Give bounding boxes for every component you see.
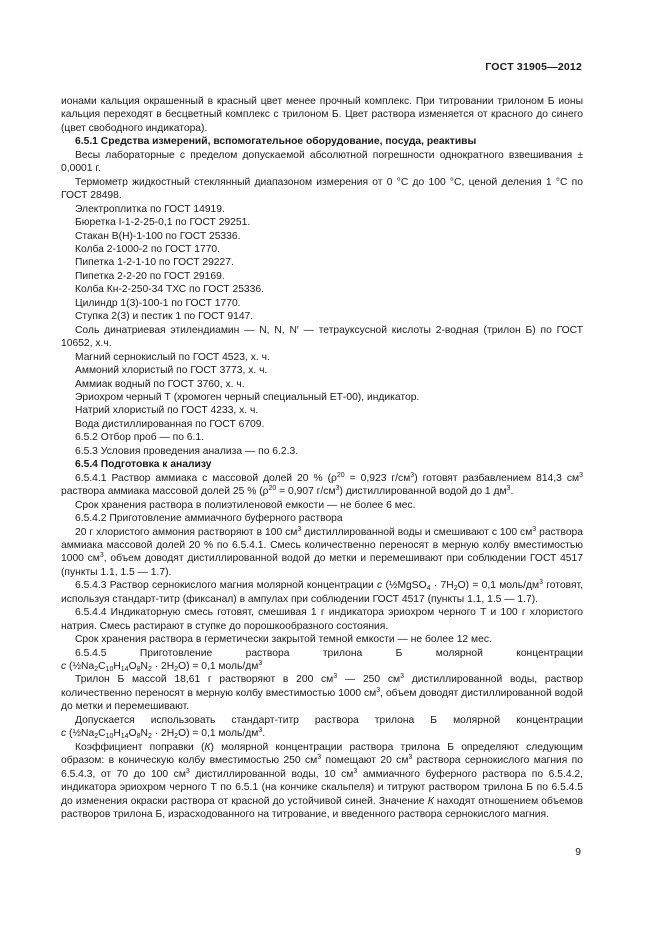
paragraph: 6.5.4.4 Индикаторную смесь готовят, смешивая 1 г индикатора эриохром черного Т и 100 г хлористого натрия. Смесь растирают в ступке до порошкообразного состояния.: [61, 607, 583, 632]
paragraph: с $(\frac{1}{2}Na_2C_{10}H_{14}O_8N_2 \cdot 2H_2O) = 0,1$ моль/$дм^3$.: [61, 727, 266, 741]
paragraph: Соль динатриевая этилендиамин — N, N, N′ — тетрауксусной кислоты 2-водная (трилон Б) по ГОСТ 10652, х.ч.: [61, 324, 583, 350]
paragraph: Коэффициент поправки (К) молярной концентрации раствора трилона Б определяют следующим образом: в коническую колбу вместимостью 250 $см^3$ помещают 20 $см^3$ раствора сернокислого магния по 6.5.4.3, от 70 до 100 $см^3$ дистиллированной воды, 10 $см^3$ аммиачного буферного раствора по 6.5.4.2, индикатора эриохром черного Т по 6.5.1 (на кончике скальпеля) и титруют раствором трилона Б по 6.5.4.5 до изменения окраски раствора от красной до устойчивой синей. Значение К находят отношением объемов растворов трилона Б, израсходованного на титрование, и введенного раствора сернокислого магния.: [61, 741, 584, 821]
paragraph: ионами кальция окрашенный в красный цвет менее прочный комплекс. При титровании трилоном Б ионы кальция переходят в бесцветный комплекс с трилоном Б. Цвет раствора изменяется от красного до синего (цвет свободного индикатора).: [61, 96, 583, 134]
paragraph: Трилон Б массой 18,61 г растворяют в 200 $см^3$ — 250 $см^3$ дистиллированной воды, раствор количественно переносят в мерную колбу вместимостью 1000 $см^3$, объем доводят дистиллированной водой до метки и перемешивают.: [61, 673, 583, 713]
document-body: [61, 95, 583, 821]
paragraph: 6.5.1 Средства измерений, вспомогательное оборудование, посуда, реактивы: [75, 136, 477, 148]
paragraph: Термометр жидкостный стеклянный диапазоном измерения от 0 °С до 100 °С, ценой деления 1 °С по ГОСТ 28498.: [61, 176, 583, 202]
paragraph: Стакан В(Н)-1-100 по ГОСТ 25336.: [75, 230, 241, 242]
paragraph: 6.5.3 Условия проведения анализа — по 6.2.3.: [75, 445, 299, 457]
paragraph: Эриохром черный Т (хромоген черный специальный ЕТ-00), индикатор.: [75, 391, 420, 403]
paragraph: Аммоний хлористый по ГОСТ 3773, х. ч.: [75, 365, 268, 377]
document-header: ГОСТ 31905—2012: [485, 61, 582, 73]
paragraph: Колба Кн-2-250-34 ТХС по ГОСТ 25336.: [75, 284, 264, 296]
paragraph: Срок хранения раствора в полиэтиленовой емкости — не более 6 мес.: [75, 499, 416, 511]
page-number: 9: [575, 847, 581, 858]
paragraph: Пипетка 2-2-20 по ГОСТ 29169.: [75, 270, 225, 282]
paragraph: Срок хранения раствора в герметически закрытой темной емкости — не более 12 мес.: [75, 634, 492, 646]
paragraph: Допускается использовать стандарт-титр раствора трилона Б молярной концентрации: [75, 714, 583, 726]
paragraph: Цилиндр 1(3)-100-1 по ГОСТ 1770.: [75, 297, 241, 309]
paragraph: 6.5.4 Подготовка к анализу: [75, 459, 212, 471]
paragraph: 6.5.2 Отбор проб — по 6.1.: [75, 432, 204, 444]
paragraph: Натрий хлористый по ГОСТ 4233, х. ч.: [75, 405, 259, 417]
paragraph: Ступка 2(3) и пестик 1 по ГОСТ 9147.: [75, 311, 254, 323]
paragraph: Электроплитка по ГОСТ 14919.: [75, 203, 225, 215]
paragraph: Аммиак водный по ГОСТ 3760, х. ч.: [75, 378, 245, 390]
paragraph: 20 г хлористого аммония растворяют в 100 $см^3$ дистиллированной воды и смешивают с 100 $см^3$ раствора аммиака массовой долей 20 % по 6.5.4.1. Смесь количественно переносят в мерную колбу вместимостью 1000 $см^3$, объем доводят дистиллированной водой до метки и перемешивают при соблюдении ГОСТ 4517 (пункты 1.1, 1.5 — 1.7).: [61, 525, 584, 578]
paragraph: Вода дистиллированная по ГОСТ 6709.: [75, 418, 265, 430]
paragraph: Пипетка 1-2-1-10 по ГОСТ 29227.: [75, 257, 234, 269]
paragraph: 6.5.4.5 Приготовление раствора трилона Б молярной концентрации: [75, 647, 583, 659]
paragraph: Магний сернокислый по ГОСТ 4523, х. ч.: [75, 351, 270, 363]
paragraph: Колба 2-1000-2 по ГОСТ 1770.: [75, 243, 221, 255]
paragraph: с $(\frac{1}{2}Na_2C_{10}H_{14}O_8N_2 \cdot 2H_2O) = 0,1$ моль/$дм^3$: [61, 660, 263, 674]
paragraph: Бюретка I-1-2-25-0,1 по ГОСТ 29251.: [75, 217, 251, 229]
paragraph: 6.5.4.3 Раствор сернокислого магния молярной концентрации с (½MgSO$_4$ · $7H_2O) = 0,1$ моль/$дм^3$ готовят, используя стандарт-титр (фиксанал) в ампулах при соблюдении ГОСТ 4517 (пункты 1.1, 1.5 — 1.7).: [61, 579, 583, 605]
paragraph: Весы лабораторные с пределом допускаемой абсолютной погрешности однократного взвешивания ± 0,0001 г.: [61, 149, 583, 175]
paragraph: 6.5.4.1 Раствор аммиака с массовой долей 20 % ($\rho^{20} = 0,923$ $г/см^3$) готовят разбавлением 814,3 $см^3$ раствора аммиака массовой долей 25 % ($\rho^{20} = 0,907$ $г/см^3$) дистиллированной водой до 1 $дм^3$.: [61, 471, 583, 498]
paragraph: 6.5.4.2 Приготовление аммиачного буферного раствора: [75, 513, 343, 525]
